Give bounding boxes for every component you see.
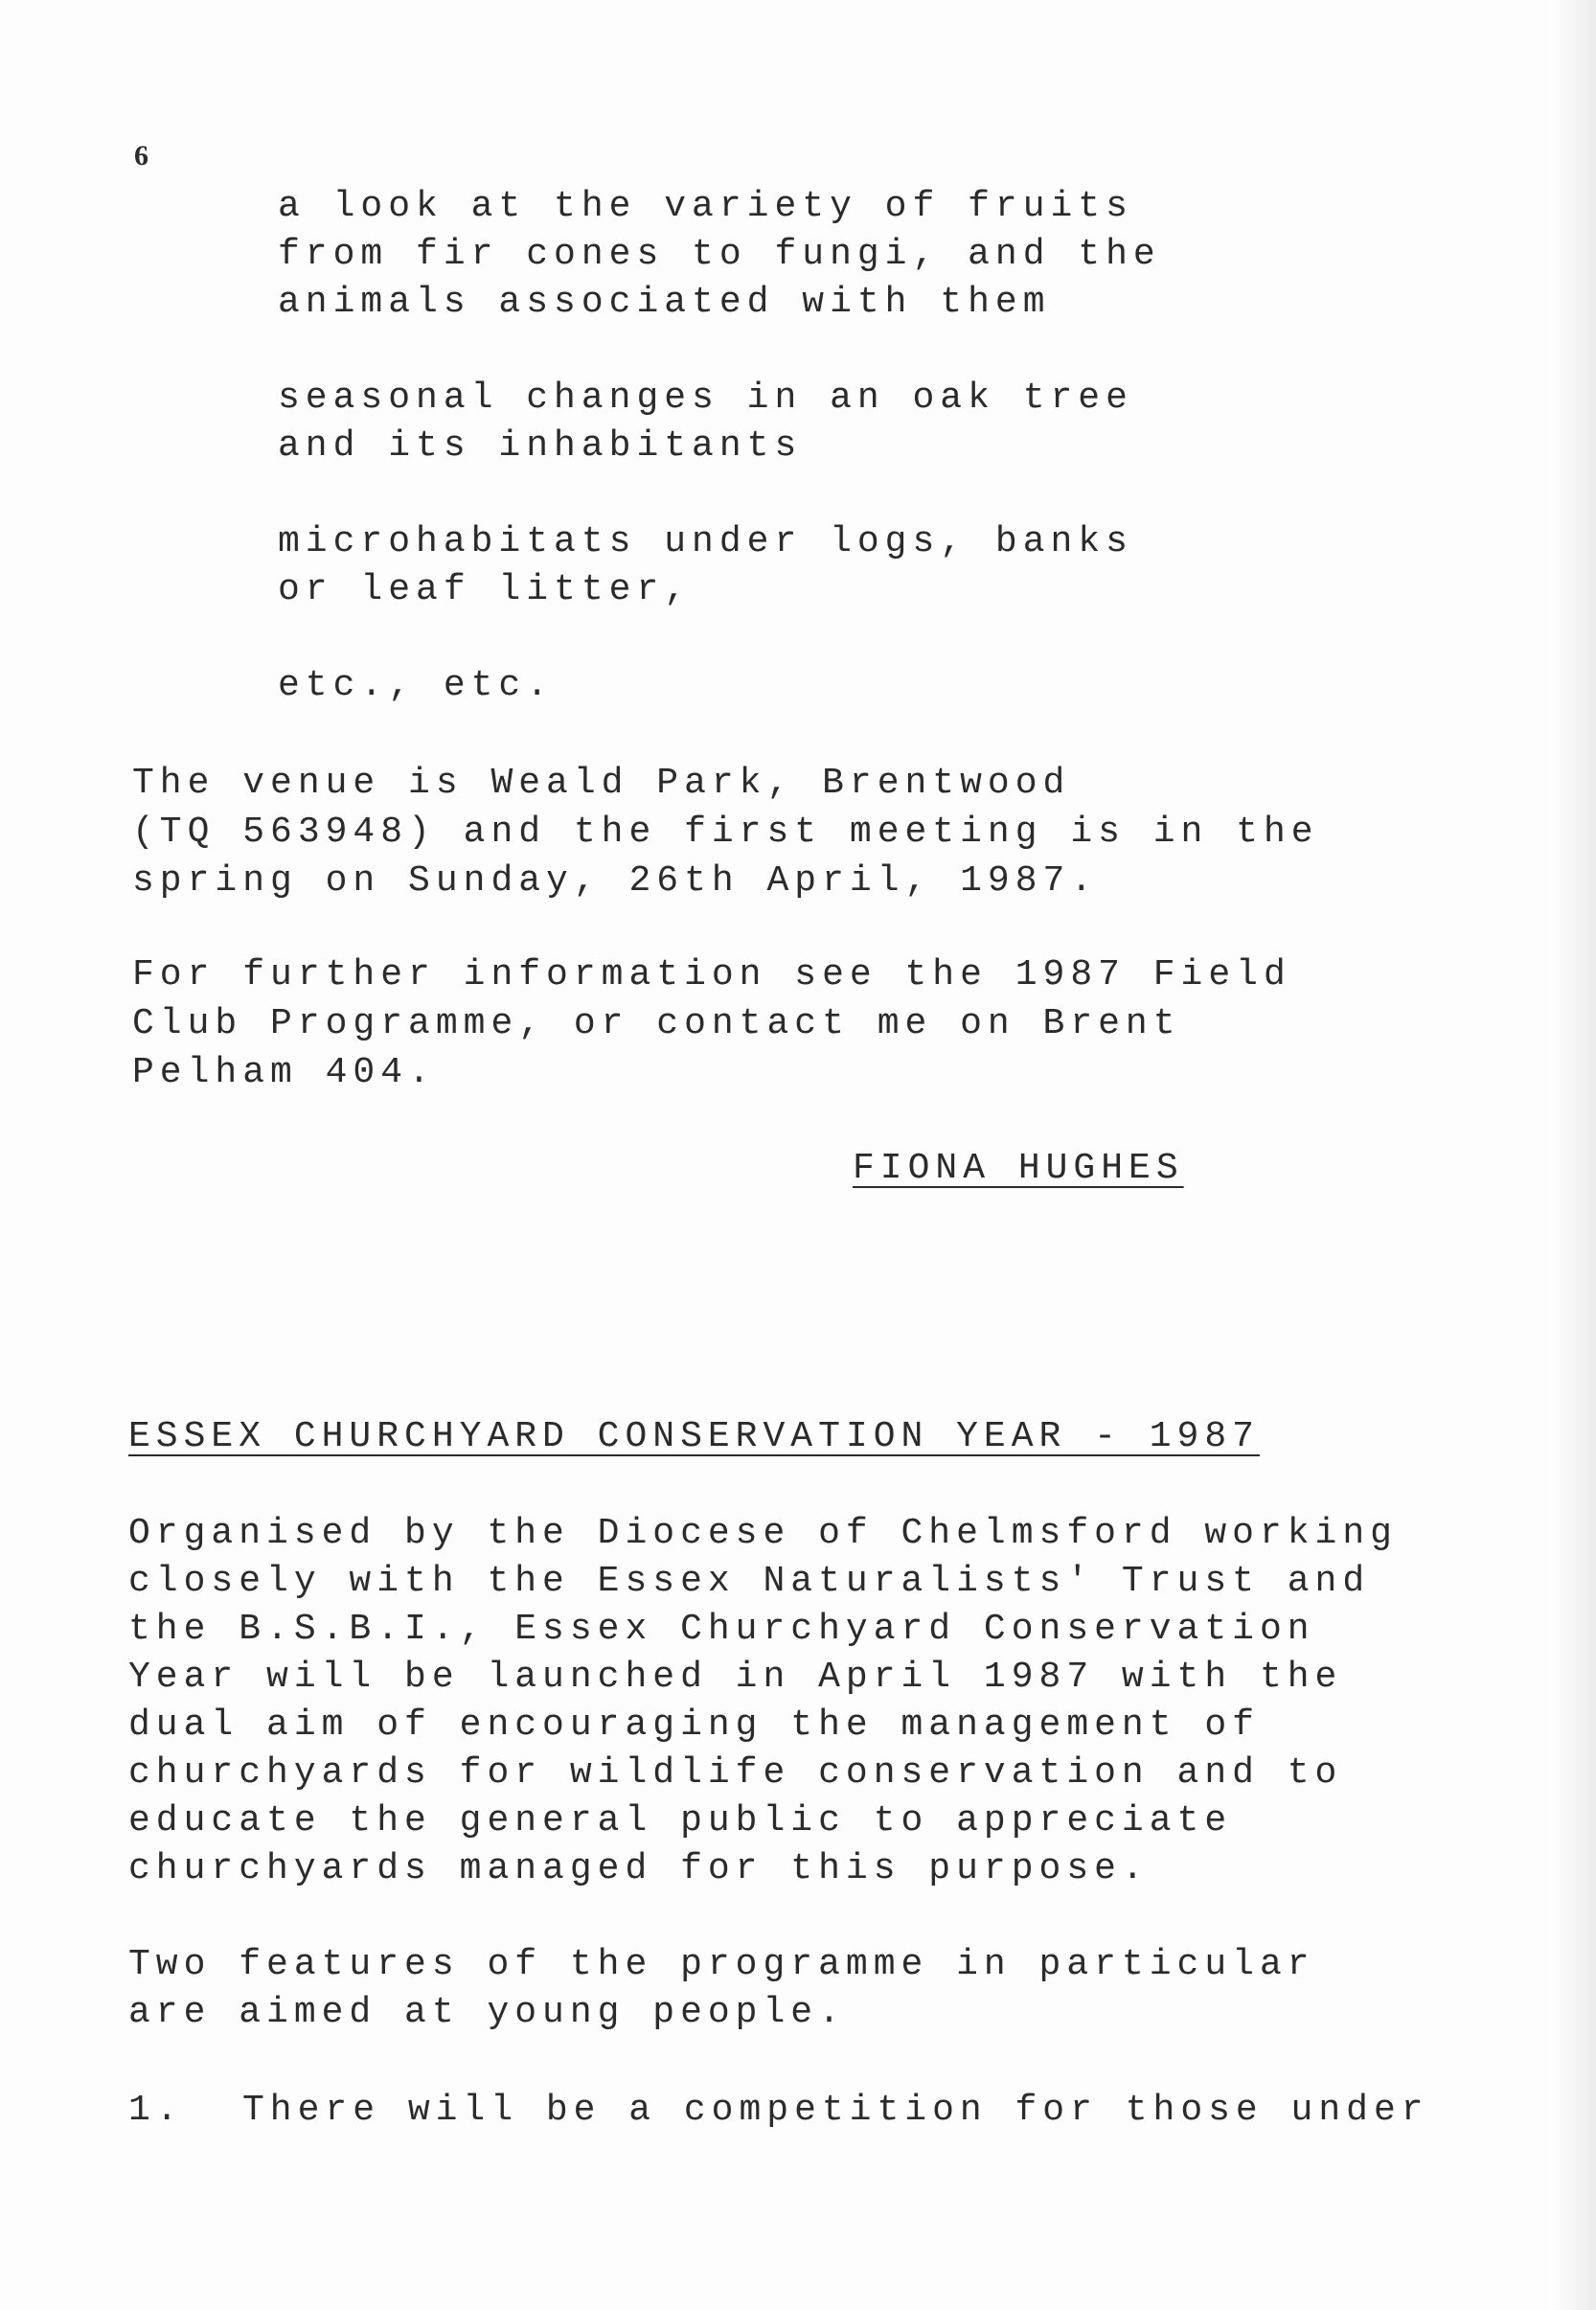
- organised-line-4: Year will be launched in April 1987 with the: [128, 1657, 1343, 1698]
- item-1-line-2: from fir cones to fungi, and the: [278, 234, 1161, 275]
- page-edge-shadow: [1552, 0, 1596, 2310]
- list-item-1-text: There will be a competition for those under: [242, 2090, 1429, 2131]
- item-2-line-2: and its inhabitants: [278, 425, 803, 467]
- info-line-1: For further information see the 1987 Field: [132, 954, 1291, 995]
- organised-line-1: Organised by the Diocese of Chelmsford working: [128, 1513, 1398, 1554]
- venue-line-3: spring on Sunday, 26th April, 1987.: [132, 860, 1099, 902]
- features-line-2: are aimed at young people.: [128, 1992, 846, 2033]
- item-4-line-1: etc., etc.: [278, 665, 555, 706]
- item-3-line-1: microhabitats under logs, banks: [278, 521, 1133, 562]
- info-line-3: Pelham 404.: [132, 1052, 436, 1093]
- organised-line-3: the B.S.B.I., Essex Churchyard Conservation: [128, 1609, 1315, 1650]
- organised-line-5: dual aim of encouraging the management of: [128, 1704, 1260, 1746]
- item-1-line-3: animals associated with them: [278, 282, 1051, 323]
- organised-line-7: educate the general public to appreciate: [128, 1800, 1233, 1841]
- item-3-line-2: or leaf litter,: [278, 569, 693, 610]
- section-heading: ESSEX CHURCHYARD CONSERVATION YEAR - 1987: [128, 1416, 1260, 1457]
- page-number: 6: [134, 140, 148, 172]
- author-signature: FIONA HUGHES: [853, 1148, 1184, 1189]
- venue-line-2: (TQ 563948) and the first meeting is in the: [132, 812, 1319, 853]
- list-item-1-number: 1.: [128, 2090, 184, 2131]
- organised-line-8: churchyards managed for this purpose.: [128, 1848, 1150, 1889]
- features-line-1: Two features of the programme in particular: [128, 1944, 1315, 1985]
- organised-line-6: churchyards for wildlife conservation and to: [128, 1752, 1343, 1794]
- organised-line-2: closely with the Essex Naturalists' Trust and: [128, 1561, 1371, 1602]
- info-line-2: Club Programme, or contact me on Brent: [132, 1003, 1181, 1044]
- item-1-line-1: a look at the variety of fruits: [278, 186, 1133, 227]
- item-2-line-1: seasonal changes in an oak tree: [278, 377, 1133, 419]
- venue-line-1: The venue is Weald Park, Brentwood: [132, 763, 1071, 804]
